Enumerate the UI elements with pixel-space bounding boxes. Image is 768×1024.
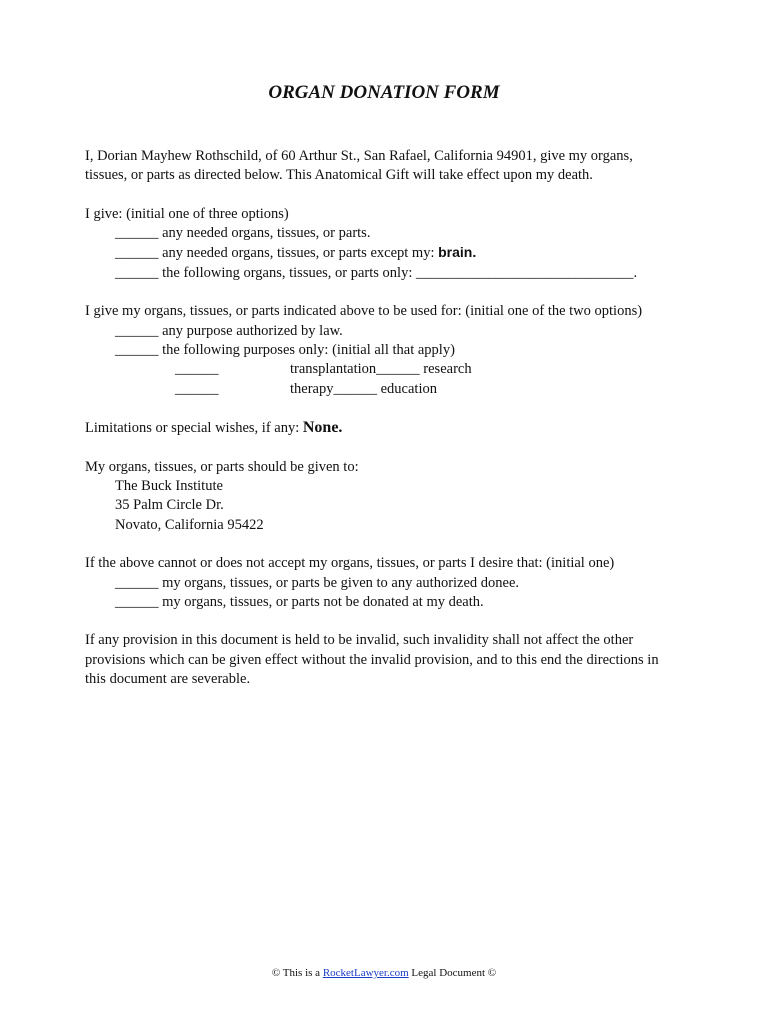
fallback-option-1: ______ my organs, tissues, or parts be given to any authorized donee.	[115, 574, 520, 591]
page-footer	[0, 967, 768, 979]
purpose-blank: ______	[175, 380, 219, 397]
purpose-section	[85, 302, 685, 398]
intro-line: tissues, or parts as directed below. This Anatomical Gift will take effect upon my death.	[85, 167, 593, 184]
give-option-2	[85, 243, 685, 263]
recipient-heading: My organs, tissues, or parts should be given to:	[85, 458, 359, 475]
severability-line: provisions which can be given effect without the invalid provision, and to this end the directions in	[85, 651, 659, 668]
fallback-heading: If the above cannot or does not accept my organs, tissues, or parts I desire that: (initial one)	[85, 555, 615, 572]
give-heading: I give: (initial one of three options)	[85, 205, 289, 222]
give-option-2-text: ______ any needed organs, tissues, or parts except my:	[115, 245, 435, 262]
severability-line: If any provision in this document is held to be invalid, such invalidity shall not affect the other	[85, 632, 634, 649]
rocketlawyer-link[interactable]: RocketLawyer.com	[322, 967, 409, 979]
recipient-street: 35 Palm Circle Dr.	[115, 497, 224, 514]
document-body	[85, 147, 685, 709]
purpose-choices: therapy______ education	[290, 380, 437, 397]
recipient-section	[85, 458, 685, 535]
intro-line: I, Dorian Mayhew Rothschild, of 60 Arthur St., San Rafael, California 94901, give my organs,	[85, 148, 633, 164]
purpose-option-2: ______ the following purposes only: (initial all that apply)	[115, 341, 455, 358]
recipient-name: The Buck Institute	[115, 478, 223, 495]
give-option-3-blank: ______________________________.	[416, 264, 638, 281]
give-option-1: ______ any needed organs, tissues, or parts.	[115, 225, 371, 242]
limitations-line	[85, 418, 685, 438]
purpose-choices: transplantation______ research	[290, 361, 472, 378]
purpose-row-2	[85, 380, 685, 399]
purpose-row-1	[85, 360, 685, 379]
limitations-label: Limitations or special wishes, if any:	[85, 420, 300, 437]
severability-line: this document are severable.	[85, 671, 251, 688]
purpose-option-1: ______ any purpose authorized by law.	[115, 322, 343, 339]
limitations-value: None.	[302, 419, 343, 437]
page-title: ORGAN DONATION FORM	[268, 82, 500, 103]
give-section	[85, 205, 685, 283]
purpose-heading: I give my organs, tissues, or parts indicated above to be used for: (initial one of the two options)	[85, 303, 643, 320]
give-option-3-text: ______ the following organs, tissues, or parts only:	[115, 264, 413, 281]
intro-paragraph	[85, 147, 685, 186]
fallback-section	[85, 554, 685, 612]
fallback-option-2: ______ my organs, tissues, or parts not be donated at my death.	[115, 593, 484, 610]
purpose-blank: ______	[175, 361, 219, 378]
give-option-2-value: brain.	[438, 244, 477, 261]
footer-suffix: Legal Document ©	[411, 967, 497, 979]
severability-paragraph	[85, 631, 685, 689]
give-option-3	[85, 264, 685, 283]
recipient-city: Novato, California 95422	[115, 516, 264, 533]
footer-prefix: © This is a	[271, 967, 321, 979]
